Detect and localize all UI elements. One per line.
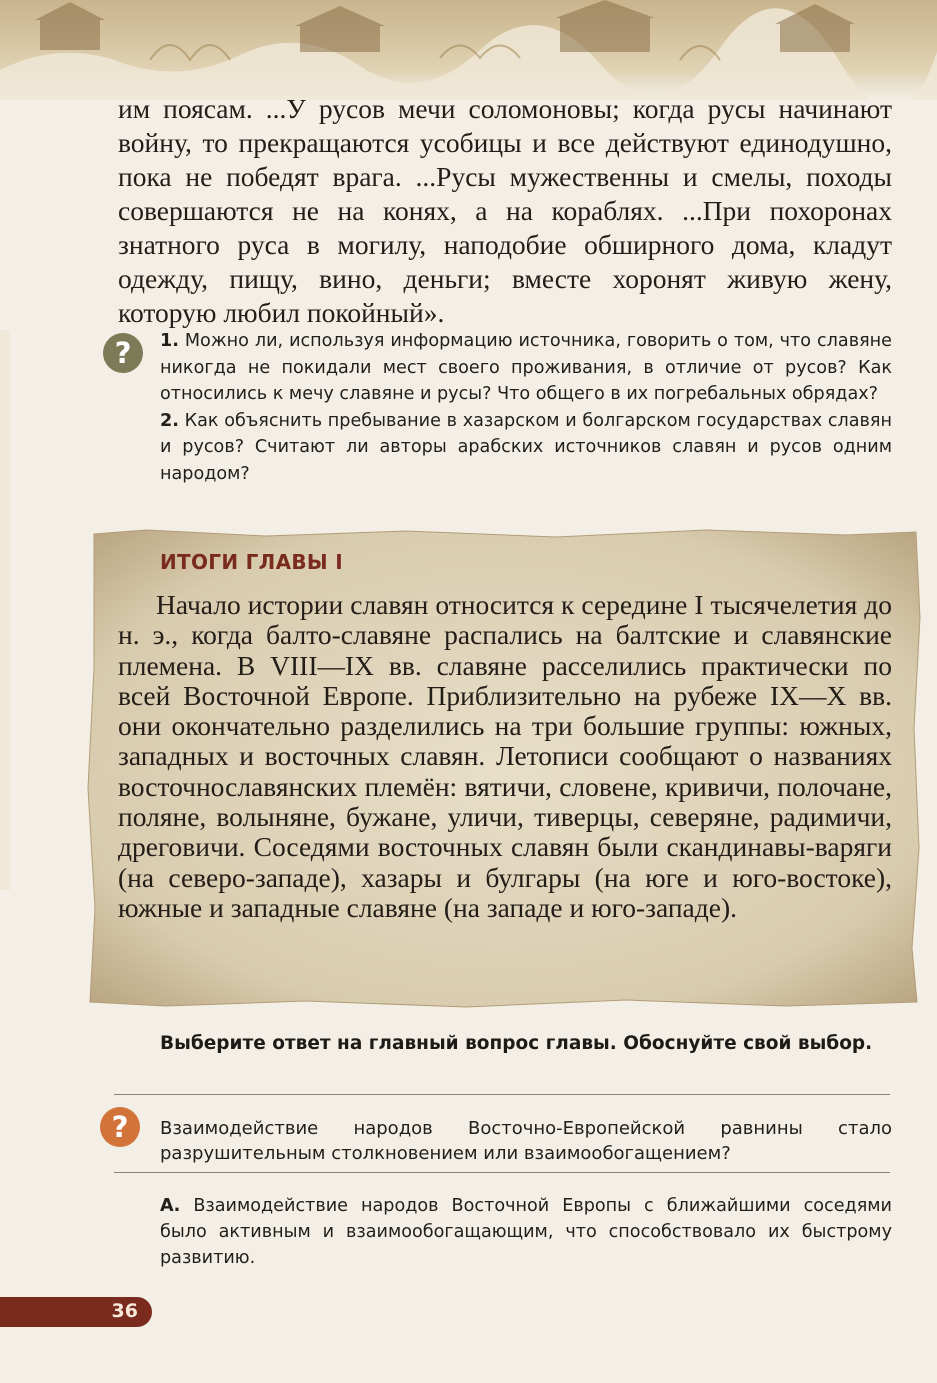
- summary-text: [118, 590, 892, 923]
- question-1-number: 1.: [160, 331, 179, 351]
- divider-top: [114, 1094, 890, 1095]
- source-quote: [118, 92, 892, 330]
- page-edge-tab: [0, 330, 10, 890]
- summary-paragraph: Начало истории славян относится к середине I тысячелетия до н. э., когда балто-славяне распались на балтские и славянские племена. В VIII—IX вв. славяне расселились практически по всей Восточной Европе. Приблизительно на рубеже IX—X вв. они окончательно разделились на три большие группы: южных, западных и восточных славян. Летописи сообщают о названиях восточнославянских племён: вятичи, словене, кривичи, полочане, поляне, волыняне, бужане, уличи, тиверцы, северяне, радимичи, дреговичи. Соседями восточных славян были скандинавы-варяги (на северо-западе), хазары и булгары (на юге и юго-востоке), южные и западные славяне (на западе и юго-западе).: [118, 589, 892, 923]
- question-2-text: Как объяснить пребывание в хазарском и болгарском государствах славян и русов? Считают ли авторы арабских источников славян и русов одним народом?: [160, 410, 892, 484]
- answer-option-a: [160, 1193, 892, 1271]
- main-question-mark-icon: ?: [100, 1107, 140, 1147]
- header-illustration: [0, 0, 937, 100]
- answer-text: Взаимодействие народов Восточной Европы с ближайшими соседями было активным и взаимообогащающим, что способствовало их быстрому развитию.: [160, 1196, 892, 1268]
- summary-title: ИТОГИ ГЛАВЫ I: [160, 550, 343, 574]
- choose-answer-instruction: Выберите ответ на главный вопрос главы. Обоснуйте свой выбор.: [160, 1033, 873, 1054]
- question-2: [160, 408, 892, 488]
- answer-letter: А.: [160, 1196, 181, 1216]
- page-number-bar: [0, 1297, 152, 1327]
- page-number: 36: [111, 1300, 138, 1322]
- question-2-number: 2.: [160, 410, 179, 431]
- main-chapter-question: Взаимодействие народов Восточно-Европейской равнины стало разрушительным столкновением или взаимообогащением?: [160, 1118, 892, 1164]
- question-1: [160, 328, 892, 408]
- source-questions: [160, 328, 892, 487]
- quote-paragraph: им поясам. ...У русов мечи соломоновы; когда русы начинают войну, то прекращаются усобицы и все действуют единодушно, пока не победят врага. ...Русы мужественны и смелы, походы совершаются не на конях, а на кораблях. ...При похоронах знатного руса в могилу, наподобие обширного дома, кладут одежду, пищу, вино, деньги; вместе хоронят живую жену, которую любил покойный».: [118, 93, 892, 328]
- question-mark-icon: ?: [103, 333, 143, 373]
- question-1-text: Можно ли, используя информацию источника, говорить о том, что славяне никогда не покидали мест своего проживания, в отличие от русов? Как относились к мечу славяне и русы? Что общего в их погребальных обрядах?: [160, 331, 892, 404]
- divider-bottom: [114, 1172, 890, 1173]
- chapter-summary-box: [86, 528, 922, 1008]
